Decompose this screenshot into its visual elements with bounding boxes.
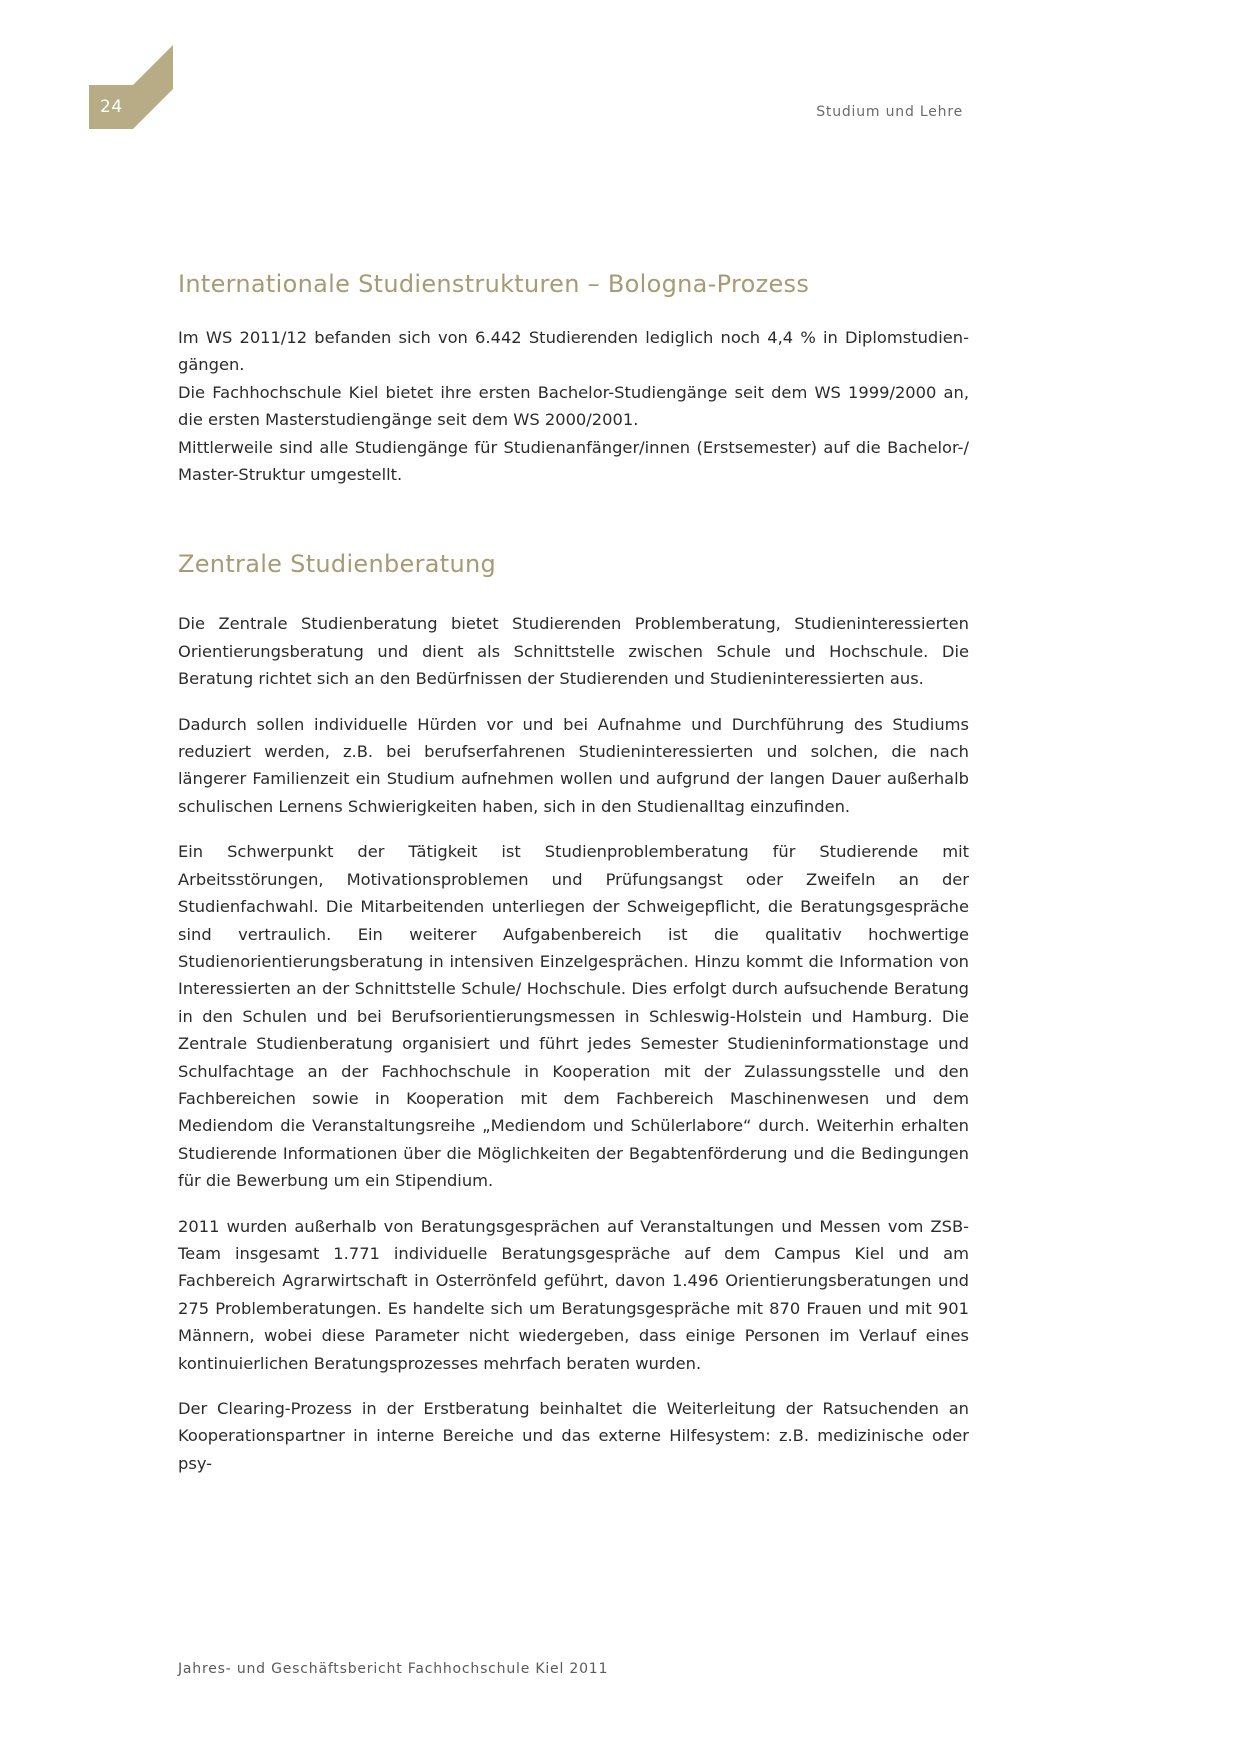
main-content <box>178 270 969 1477</box>
page-footer: Jahres- und Geschäftsbericht Fachhochschule Kiel 2011 <box>178 1661 609 1677</box>
paragraph: Im WS 2011/12 befanden sich von 6.442 Studierenden lediglich noch 4,4 % in Diplomstudien-gängen. <box>178 328 969 375</box>
section-studienberatung <box>178 550 969 1477</box>
paragraph: Dadurch sollen individuelle Hürden vor und bei Aufnahme und Durchführung des Studiums reduziert werden, z.B. bei berufserfahrenen Studieninteressierten und solchen, die nach längerer Familienzeit ein Studium aufnehmen wollen und aufgrund der langen Dauer außerhalb schulischen Lernens Schwierigkeiten haben, sich in den Studienalltag einzufinden. <box>178 714 969 816</box>
paragraph: Mittlerweile sind alle Studiengänge für Studienanfänger/innen (Erstsemester) auf die Bachelor-/ Master-Struktur umgestellt. <box>178 437 969 485</box>
page-number: 24 <box>100 97 123 117</box>
paragraph: 2011 wurden außerhalb von Beratungsgesprächen auf Veranstaltungen und Messen vom ZSB-Team insgesamt 1.771 individuelle Beratungsgespräche auf dem Campus Kiel und am Fachbereich Agrarwirtschaft in Osterrönfeld geführt, davon 1.496 Orientierungsberatungen und 275 Problemberatungen. Es handelte sich um Beratungsgespräche mit 870 Frauen und mit 901 Männern, wobei diese Parameter nicht wiedergeben, dass einige Personen im Verlauf eines kontinuierlichen Beratungsprozesses mehrfach beraten wurden. <box>178 1216 969 1373</box>
running-header: Studium und Lehre <box>816 104 963 120</box>
paragraph: Die Fachhochschule Kiel bietet ihre ersten Bachelor-Studiengänge seit dem WS 1999/2000 an, die ersten Masterstudiengänge seit dem WS 2000/2001. <box>178 382 969 430</box>
section-heading-studienberatung: Zentrale Studienberatung <box>178 550 497 579</box>
paragraph: Die Zentrale Studienberatung bietet Studierenden Problemberatung, Studieninteressierten Orientierungsberatung und dient als Schnittstelle zwischen Schule und Hochschule. Die Beratung richtet sich an den Bedürfnissen der Studierenden und Studieninteressierten aus. <box>178 614 969 689</box>
section-heading-bologna: Internationale Studienstrukturen – Bologna-Prozess <box>178 270 810 298</box>
paragraph: Ein Schwerpunkt der Tätigkeit ist Studienproblemberatung für Studierende mit Arbeitsstörungen, Motivationsproblemen und Prüfungsangst oder Zweifeln an der Studienfachwahl. Die Mitarbeitenden unterliegen der Schweigepflicht, die Beratungsgespräche sind vertraulich. Ein weiterer Aufgabenbereich ist die qualitativ hochwertige Studienorientierungsberatung in intensiven Einzelgesprächen. Hinzu kommt die Information von Interessierten an der Schnittstelle Schule/ Hochschule. Dies erfolgt durch aufsuchende Beratung in den Schulen und bei Berufsorientierungsmessen in Schleswig-Holstein und Hamburg. Die Zentrale Studienberatung organisiert und führt jedes Semester Studieninformationstage und Schulfachtage an der Fachhochschule in Kooperation mit der Zulassungsstelle und den Fachbereichen sowie in Kooperation mit dem Fachbereich Maschinenwesen und dem Mediendom die Veranstaltungsreihe „Mediendom und Schülerlabore“ durch. Weiterhin erhalten Studierende Informationen über die Möglichkeiten der Begabtenförderung und die Bedingungen für die Bewerbung um ein Stipendium. <box>178 842 969 1191</box>
paragraph: Der Clearing-Prozess in der Erstberatung beinhaltet die Weiterleitung der Ratsuchenden an Kooperationspartner in interne Bereiche und das externe Hilfesystem: z.B. medizinische oder psy- <box>178 1399 969 1473</box>
